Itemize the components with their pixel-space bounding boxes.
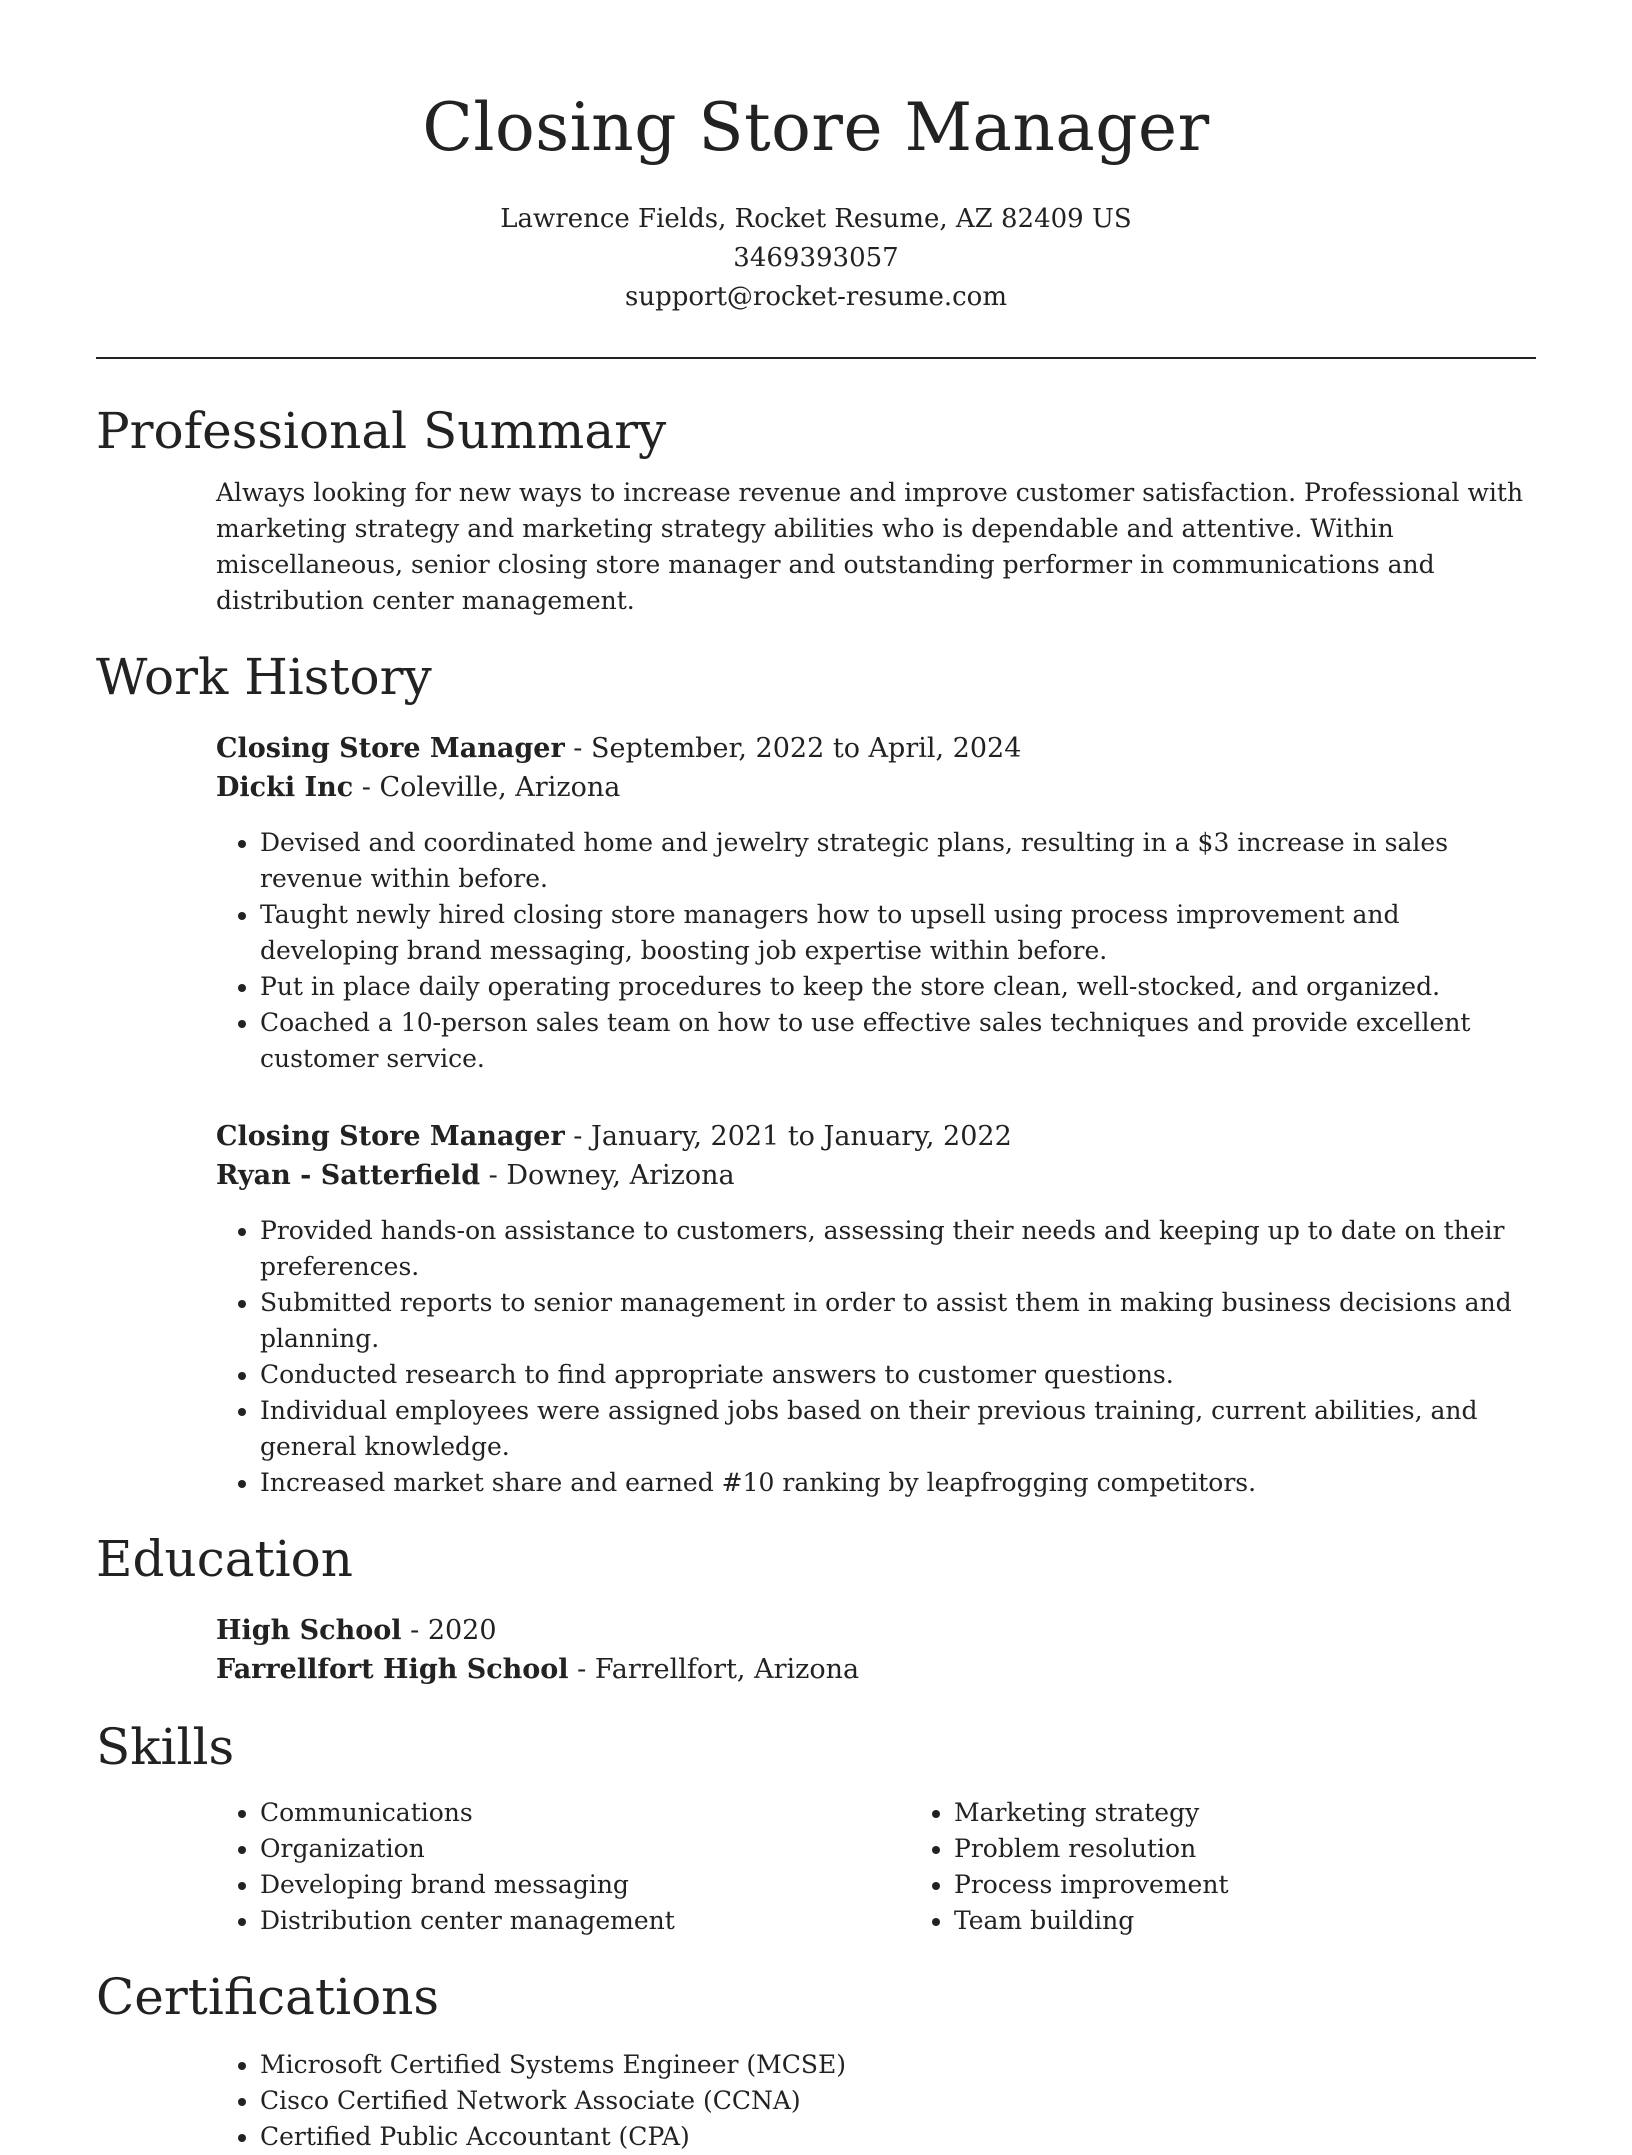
summary-text: Always looking for new ways to increase revenue and improve customer satisfaction. Professional with marketing strategy and marketing strategy abilities who is dependable and attentive. Within miscellaneous, senior closing store manager and outstanding performer in communications and distribution center management. [216,478,1524,615]
job-company: Ryan - Satterfield [216,1160,481,1191]
skills-grid [216,1795,1536,1939]
job-bullet: • Increased market share and earned #10 ranking by leapfrogging competitors. [260,1465,1536,1501]
job-bullet: • Coached a 10-person sales team on how to use effective sales techniques and provide excellent customer service. [260,1005,1536,1077]
summary-section [96,399,1536,619]
job-company-line [216,768,1536,807]
job-location: - Downey, Arizona [480,1160,735,1191]
job-company: Dicki Inc [216,772,354,803]
job-dates: - January, 2021 to January, 2022 [564,1121,1012,1152]
job-bullet: • Provided hands-on assistance to customers, assessing their needs and keeping up to date on their preferences. [260,1213,1536,1285]
job-entry [216,729,1536,1077]
skill-item: • Process improvement [954,1867,1604,1903]
job-title-line [216,1117,1536,1156]
skill-item: • Team building [954,1903,1604,1939]
summary-title: Professional Summary [96,402,667,460]
job-dates: - September, 2022 to April, 2024 [564,733,1022,764]
skills-title: Skills [96,1718,235,1776]
skills-column-left [216,1795,910,1939]
job-bullet: • Submitted reports to senior management in order to assist them in making business decisions and planning. [260,1285,1536,1357]
job-location: - Coleville, Arizona [353,772,621,803]
skill-item: • Distribution center management [260,1903,910,1939]
skill-item: • Organization [260,1831,910,1867]
skill-item: • Developing brand messaging [260,1867,910,1903]
education-school: Farrellfort High School [216,1654,569,1685]
contact-block [96,200,1536,317]
education-school-line [216,1650,1536,1689]
education-location: - Farrellfort, Arizona [568,1654,860,1685]
job-bullet: • Taught newly hired closing store managers how to upsell using process improvement and developing brand messaging, boosting job expertise within before. [260,897,1536,969]
job-bullet: • Individual employees were assigned jobs based on their previous training, current abilities, and general knowledge. [260,1393,1536,1465]
skill-item: • Problem resolution [954,1831,1604,1867]
contact-phone: 3469393057 [733,243,899,273]
resume-name: Closing Store Manager [422,89,1210,166]
skills-section [96,1715,1536,1939]
education-degree-line [216,1611,1536,1650]
certifications-title: Certifications [96,1968,440,2026]
job-bullet: • Conducted research to find appropriate answers to customer questions. [260,1357,1536,1393]
certifications-list [216,2047,1536,2155]
job-company-line [216,1156,1536,1195]
education-year: - 2020 [401,1615,497,1646]
education-entry [216,1611,1536,1689]
certifications-section [96,1965,1536,2155]
job-role: Closing Store Manager [216,1121,565,1152]
job-bullet: • Put in place daily operating procedures to keep the store clean, well-stocked, and organized. [260,969,1536,1005]
job-bullet: • Devised and coordinated home and jewelry strategic plans, resulting in a $3 increase in sales revenue within before. [260,825,1536,897]
certifications-list-wrap [216,2047,1536,2155]
certification-item: • Certified Public Accountant (CPA) [260,2119,1536,2155]
skill-item: • Marketing strategy [954,1795,1604,1831]
resume-header [96,0,1536,317]
certification-item: • Microsoft Certified Systems Engineer (MCSE) [260,2047,1536,2083]
work-history-title: Work History [96,648,432,706]
job-bullets [216,1213,1536,1501]
job-role: Closing Store Manager [216,733,565,764]
job-bullets [216,825,1536,1077]
job-title-line [216,729,1536,768]
header-divider [96,357,1536,359]
education-degree: High School [216,1615,402,1646]
education-section [96,1527,1536,1689]
certification-item: • Cisco Certified Network Associate (CCNA) [260,2083,1536,2119]
contact-address: Lawrence Fields, Rocket Resume, AZ 82409 US [500,204,1132,234]
contact-email: support@rocket-resume.com [624,282,1007,312]
skill-item: • Communications [260,1795,910,1831]
job-entry [216,1117,1536,1501]
work-history-section [96,645,1536,1501]
skills-column-right [910,1795,1604,1939]
education-title: Education [96,1530,353,1588]
